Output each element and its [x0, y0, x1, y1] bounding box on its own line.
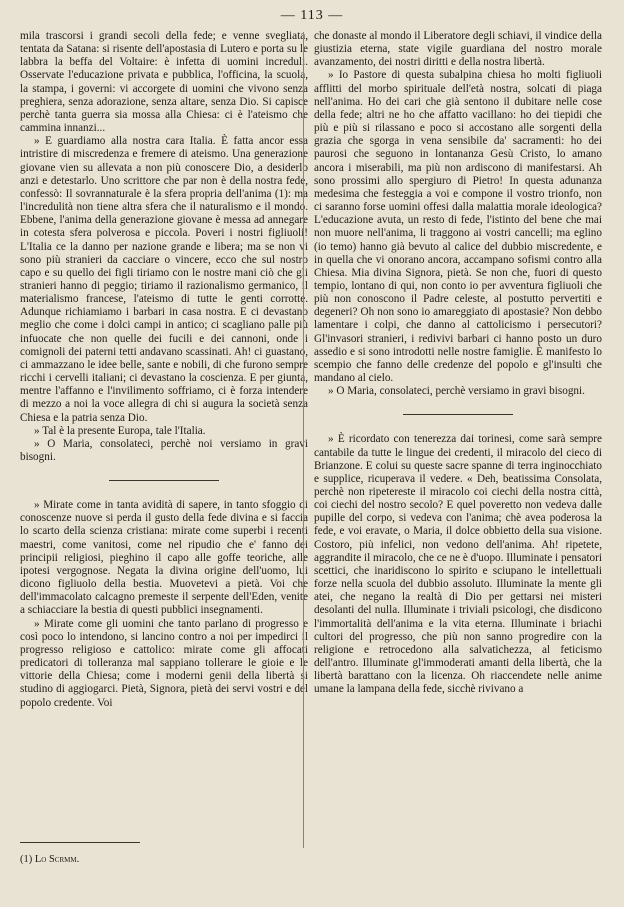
left-column: [20, 30, 308, 710]
paragraph: » È ricordato con tenerezza dai torinesi, come sarà sempre cantabile da tutte le lingue dei credenti, il miracolo del cieco di Brianzone. E colui su queste sacre spanne di terra inginocchiato e supplice, ricuperava il vedere. « Deh, beatissima Consolata, perchè non ripetereste il miracolo coi ciechi della nostra città, coi ciechi del nostro secolo? E quel poveretto non vedeva dalle pupille del corpo, si vedeva con l'anima; chè avea poderosa la fede, e voi eravate, o Maria, il dolce obbietto della sua visione. Costoro, più infelici, non vedono dell'anima. Ah! ripetete, aggrandite il miracolo, che ce ne è d'uopo. Illuminate i pensatori scettici, che inaridiscono lo spirito e sciupano le intellettuali forze nella scuola del dubbio assoluto. Illuminate la mente gli atei, che negano la realtà di Dio per gettarsi nei misteri desolanti del nulla. Illuminate i triviali psicologi, che disdicono l'immortalità dell'anima e la vita eterna. Illuminate i briachi cultori del progresso, che più non sanno progredire con la religione e retrocedono alla salvatichezza, al feticismo dell'antro. Illuminate gl'immoderati amanti della libertà, che la libertà barattano con la licenza. Oh riaccendete nelle anime umane la lampana della fede, sicchè rivivano a: [314, 433, 602, 696]
footnote-rule: [20, 842, 140, 843]
section-separator: [109, 480, 219, 481]
paragraph: che donaste al mondo il Liberatore degli schiavi, il vindice della giustizia eterna, state vigile guardiana del nostro morale avanzamento, dei nostri diritti e della nostra libertà.: [314, 30, 602, 69]
footnote: [20, 854, 79, 865]
footnote-source: Lo Scrmm.: [34, 854, 80, 865]
paragraph: » Tal è la presente Europa, tale l'Italia.: [34, 424, 206, 437]
paragraph: » Mirate come gli uomini che tanto parlano di progresso e così poco lo intendono, si lancino contro a noi per impedirci il progresso religioso e cattolico: mirate come gli affocati predicatori di tolleranza mal sappiano tollerare le gioie e le vittorie della Chiesa; come i moderni genii della libertà si studino di aggiogarci. Pietà, Signora, pietà dei servi vostri e del popolo credente. Voi: [20, 617, 308, 709]
paragraph: » Mirate come in tanta avidità di sapere, in tanto sfoggio di conoscenze nuove si perda il gusto della fede divina e si faccia lo scarto della scienza cristiana: mirate come superbi i recenti maestri, come vanitosi, come nel ripudio che e' fanno dei principii religiosi, pieghino il capo alle goffe teoriche, alle ipotesi vergognose. Negata la divina origine dell'uomo, lui dicono figliuolo della bestia. Muovetevi a pietà. Voi che dell'immacolato calcagno premeste il serpente dell'Eden, venite a schiacciare la bestia di questi pubblici insegnamenti.: [20, 499, 308, 617]
column-divider: [303, 32, 304, 848]
footnote-marker: (1): [20, 854, 33, 865]
paragraph: » E guardiamo alla nostra cara Italia. È fatta ancor essa intristire di miscredenza e fremere di ateismo. Una generazione giovane vien su allevata a non più conoscere Dio, a desiderlo anzi e detestarlo. Uno scrittore che par non è della nostra fede, confessò: Il sovrannaturale è la sfera propria dell'anima (1): ma l'incredulità non tiene altra sfera che il naturalismo e il mondo. Ebbene, l'anima della generazione giovane è messa ad annegare in cotesta sfera polverosa e piccola. Poveri i nostri figliuoli! L'Italia ce la danno per nazione grande e libera; ma se non vi sono più stranieri da cacciare o vincere, ecco che sul nostro capo e su quello dei figli tiriamo con le nostre mani ciò che gli stranieri hanno di peggio; tiriamo il razionalismo germanico, il materialismo francese, l'ateismo di tutte le genti corrotte. Adunque richiamiamo i barbari in casa nostra. E ci devastano meglio che come i dolci campi in antico; ci scagliano palle più infuocate che non quelle dei fucili e dei cannoni, onde i comignoli dei paterni tetti andavano scassinati. Ah! ci guastano, ci ammazzano le idee belle, sante e nobili, di che furono sempre ricchi i cervelli italiani; ci devastano la coscienza. E per giunta, mentre l'affanno e l'invilimento soffriamo, ci è forza intendere di mezzo a noi la voce allegra di chi si augura la società senza Chiesa e la patria senza Dio.: [20, 135, 308, 424]
page-number: — 113 —: [280, 8, 344, 23]
paragraph: » O Maria, consolateci, perchè versiamo in gravi bisogni.: [328, 385, 585, 398]
paragraph: mila trascorsi i grandi secoli della fede; e venne svegliata, tentata da Satana: si risente dell'apostasia di Lutero e porta su le labbra la beffa del Voltaire: è infetta di uomini increduli. Osservate l'educazione privata e pubblica, l'officina, la scuola, la stampa, i governi: vi accorgete di uomini che vivono senza preghiera, senza adorazione, senza altare, senza Dio. Si capisce perchè tanta guerra sia mossa alla Chiesa: ci è l'ateismo che cammina innanzi...: [20, 30, 308, 135]
paragraph: » Io Pastore di questa subalpina chiesa ho molti figliuoli afflitti del morbo spirituale dell'età nostra, solcati di piaga nell'anima. Ho dei cari che già sentono il dubitare nelle cose della fede; altri ne ho che affatto vacillano: ho dei tiepidi che più e più si rilassano e poco si accostano alle sorgenti della grazia che sgorga in vena sensibile da' sacramenti: ho dei paurosi che seguono in lontananza Gesù Cristo, lo amano ancora i miserabili, ma più non ardiscono di manifestarsi. Ah sono prossimi allo spergiuro di Pietro! In questa adunanza medesima che festeggia a voi e compone il vostro trionfo, non ci saranno forse uomini offesi dalla malattia morale ideologica? L'educazione avuta, un resto di fede, l'istinto del bene che mai non muore nell'anima, li traggono ai vostri cancelli; ma eglino (io temo) hanno già bevuto al calice del dubbio miscredente, e in quella che vi onorano ancora, accampano sofismi contro alla Chiesa. Mia divina Signora, pietà. Se non che, fuori di questo tempio, lontano di qui, non conto io per avventura figliuoli che più non conoscono il Padre celeste, al postutto pervertiti e degeneri? Oh non sono io amareggiato di apostasie? Non debbo lamentare i colpi, che danno al cattolicismo i persecutori? Gl'invasori stranieri, i redivivi barbari ci hanno posto un duro assedio e si sono introdotti nelle nostre famiglie. È manifesto lo scempio che fanno delle credenze del popolo e gl'insulti che mandano al cielo.: [314, 69, 602, 385]
right-column: [314, 30, 602, 697]
section-separator: [403, 414, 513, 415]
paragraph: » O Maria, consolateci, perchè noi versiamo in gravi bisogni.: [20, 437, 308, 463]
